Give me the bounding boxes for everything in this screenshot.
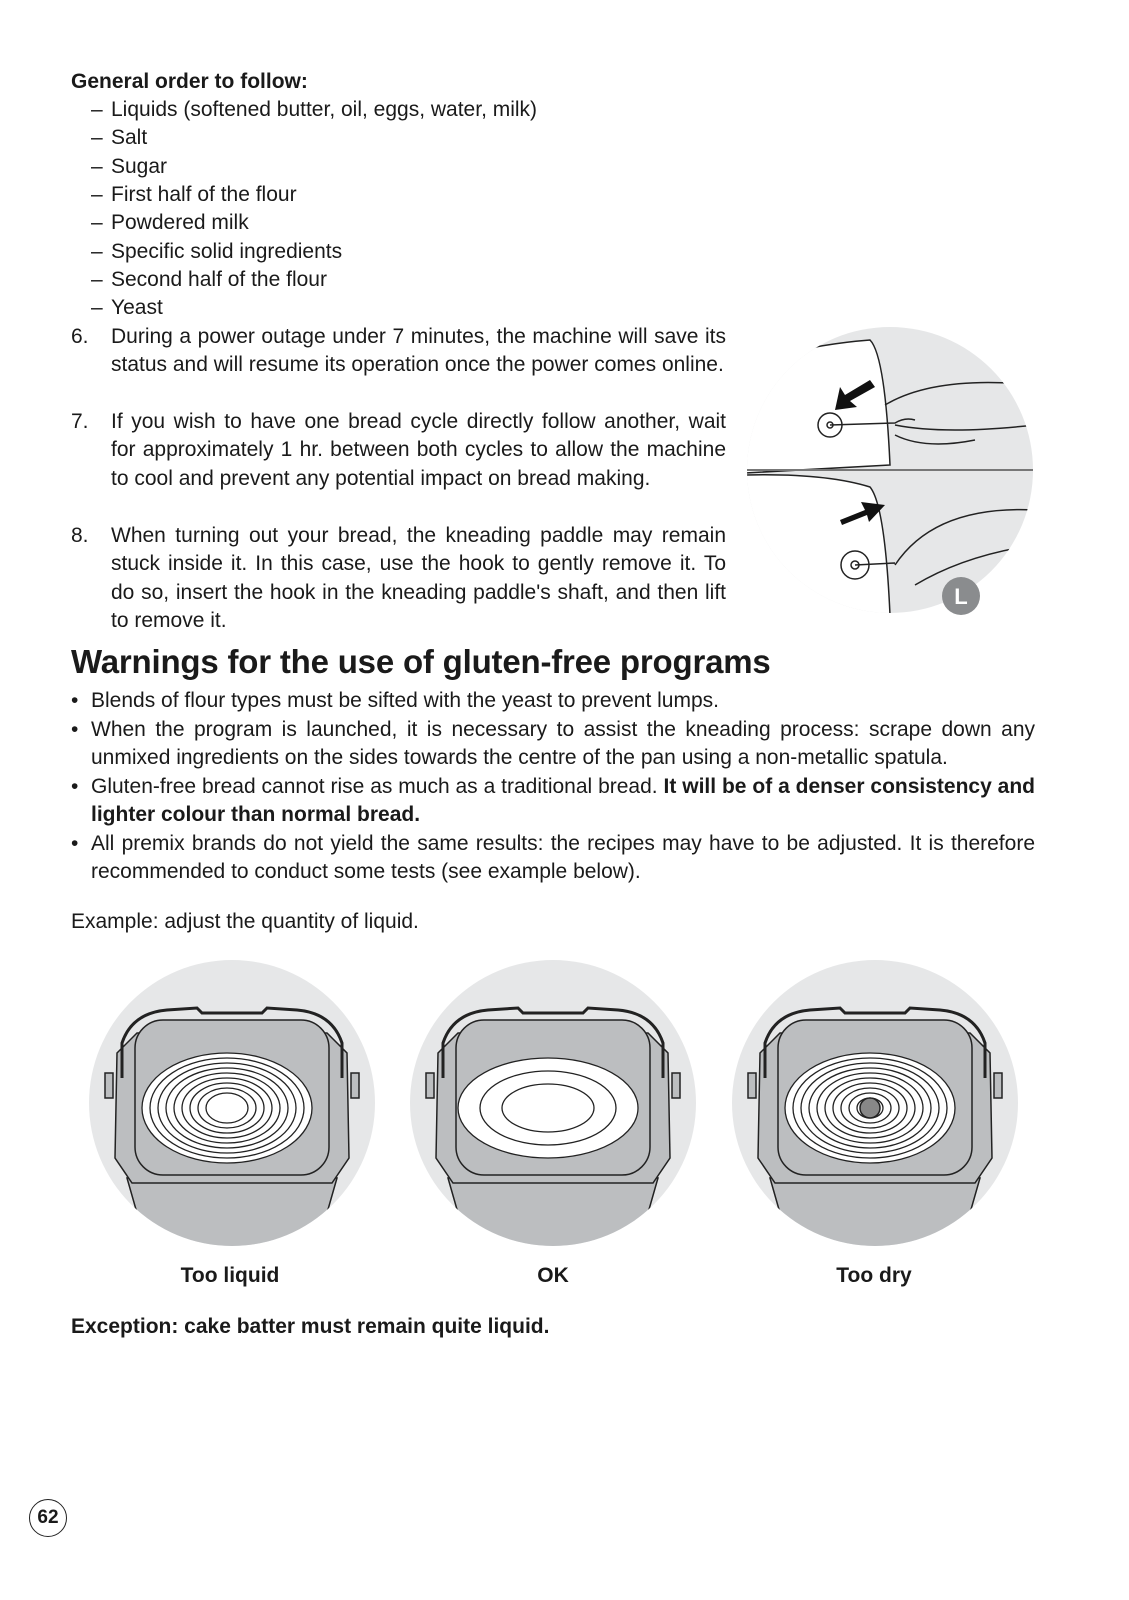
step-text: If you wish to have one bread cycle directly follow another, wait for approximately 1 hr. between both cycles to allow the machine to cool and prevent any potential impact on bread making. xyxy=(111,410,726,490)
bullet-bold-text: It will be of a denser consistency and lighter colour than normal bread. xyxy=(91,775,1036,827)
step-number: 7. xyxy=(71,410,89,433)
pan-label-ok: OK xyxy=(537,1264,569,1287)
dash-marker: – xyxy=(91,239,103,263)
order-title: General order to follow: xyxy=(71,70,308,93)
bullet-icon: • xyxy=(71,718,79,741)
step-number: 8. xyxy=(71,524,89,547)
example-text: Example: adjust the quantity of liquid. xyxy=(71,910,419,933)
figure-label: L xyxy=(954,584,968,609)
order-item-text: Sugar xyxy=(111,154,168,178)
dash-marker: – xyxy=(91,126,103,150)
dash-marker: – xyxy=(91,98,103,121)
order-item-text: First half of the flour xyxy=(111,182,297,206)
bullet-text: When the program is launched, it is necessary to assist the kneading process: scrape down any unmixed ingredients on the sides towards the centre of the pan using a non-metallic spatula. xyxy=(91,718,1035,770)
warning-bullet xyxy=(91,687,1035,715)
pan-too-liquid-illustration xyxy=(87,958,377,1248)
warning-bullet xyxy=(91,830,1035,887)
warning-bullet xyxy=(91,716,1035,773)
pan-label-too-liquid: Too liquid xyxy=(180,1264,280,1287)
order-item-text: Specific solid ingredients xyxy=(111,239,343,263)
bullet-icon: • xyxy=(71,832,79,855)
dash-marker: – xyxy=(91,211,103,235)
bullet-text: Gluten-free bread cannot rise as much as a traditional bread. xyxy=(91,775,664,798)
section-heading: Warnings for the use of gluten-free programs xyxy=(71,643,771,680)
page-number: 62 xyxy=(29,1499,67,1537)
dash-marker: – xyxy=(91,296,103,320)
bullet-icon: • xyxy=(71,689,79,712)
bullet-icon: • xyxy=(71,775,79,798)
order-item-text: Second half of the flour xyxy=(111,267,327,291)
warning-bullet xyxy=(91,773,1035,830)
pan-ok-illustration xyxy=(408,958,698,1248)
bullet-text: All premix brands do not yield the same results: the recipes may have to be adjusted. It is therefore recommended to conduct some tests (see example below). xyxy=(91,832,1035,884)
dash-marker: – xyxy=(91,182,103,206)
pan-too-dry-illustration xyxy=(730,958,1020,1248)
step-text: When turning out your bread, the kneading paddle may remain stuck inside it. In this case, use the hook to gently remove it. To do so, insert the hook in the kneading paddle's shaft, and then lift to remove it. xyxy=(111,524,726,632)
dash-marker: – xyxy=(91,154,103,178)
order-item-text: Liquids (softened butter, oil, eggs, water, milk) xyxy=(111,98,538,121)
pan-label-too-dry: Too dry xyxy=(836,1264,912,1287)
dash-marker: – xyxy=(91,267,103,291)
step-number: 6. xyxy=(71,325,89,348)
order-item-text: Salt xyxy=(111,126,148,150)
exception-note: Exception: cake batter must remain quite liquid. xyxy=(71,1315,550,1338)
step-text: During a power outage under 7 minutes, the machine will save its status and will resume its operation once the power comes online. xyxy=(111,325,726,377)
order-item-text: Yeast xyxy=(111,296,163,320)
hook-removal-illustration xyxy=(745,325,1035,615)
order-item-text: Powdered milk xyxy=(111,211,249,235)
bullet-text: Blends of flour types must be sifted with the yeast to prevent lumps. xyxy=(91,689,719,712)
